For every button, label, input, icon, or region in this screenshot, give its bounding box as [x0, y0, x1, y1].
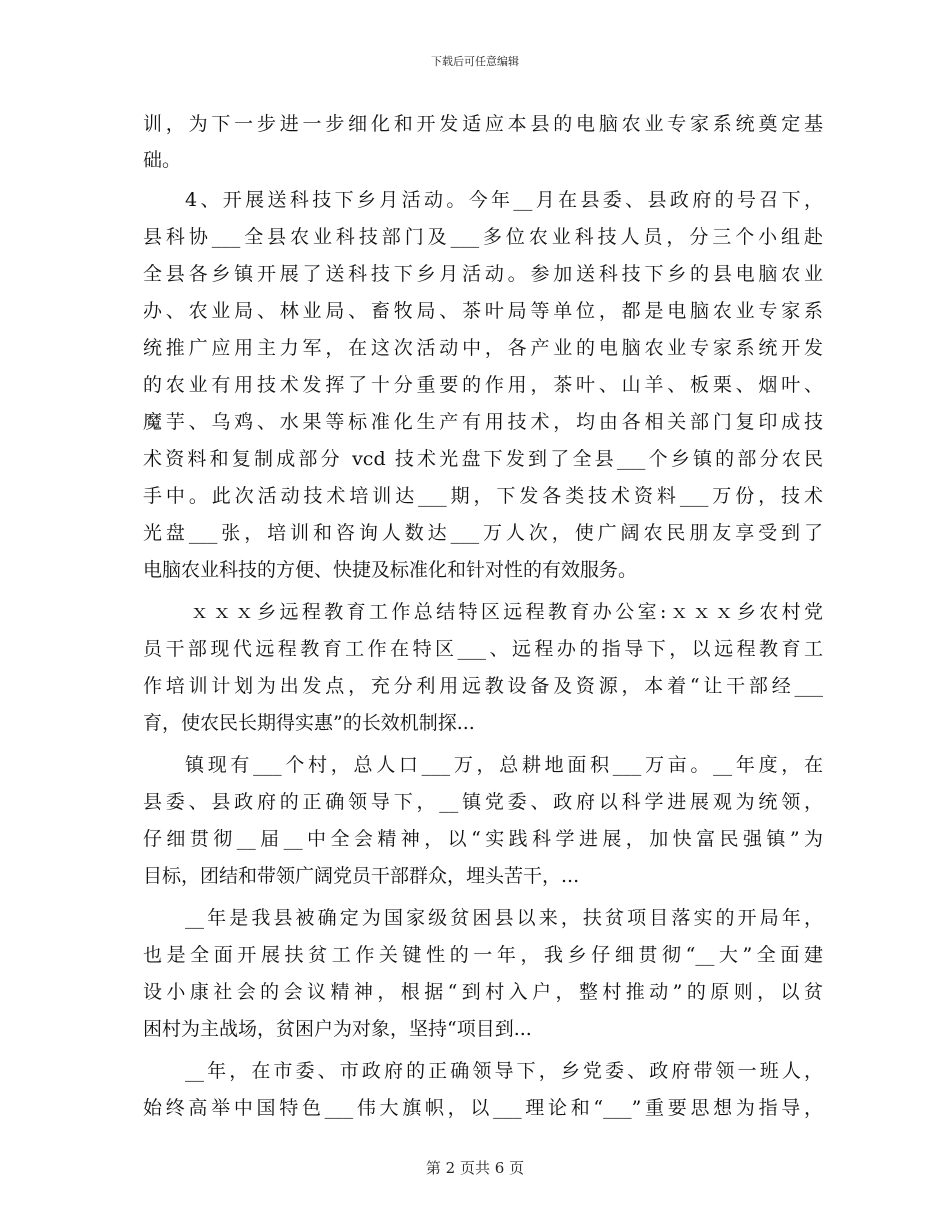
text-line: 4、开展送科技下乡月活动。今年__月在县委、县政府的号召下， [185, 189, 823, 211]
text-line: 县科协___全县农业科技部门及___多位农业科技人员，分三个小组赴 [143, 226, 823, 248]
text-line: 育，使农民长期得实惠”的长效机制探... [143, 712, 475, 734]
text-line: 魔芋、乌鸡、水果等标准化生产有用技术，均由各相关部门复印成技 [143, 411, 823, 433]
text-line: 手中。此次活动技术培训达___期，下发各类技术资料___万份，技术 [143, 485, 823, 507]
text-line: 训，为下一步进一步细化和开发适应本县的电脑农业专家系统奠定基 [143, 113, 823, 135]
page-header: 下载后可任意编辑 [431, 55, 519, 68]
text-line: 县委、县政府的正确领导下，__镇党委、政府以科学进展观为统领， [143, 791, 823, 813]
text-line: 础。 [143, 149, 182, 171]
text-line: 目标，团结和带领广阔党员干部群众，埋头苦干，... [143, 865, 580, 887]
text-line: 的农业有用技术发挥了十分重要的作用，茶叶、山羊、板栗、烟叶、 [143, 374, 823, 396]
text-line: 办、农业局、林业局、畜牧局、茶叶局等单位，都是电脑农业专家系 [143, 300, 823, 322]
text-line: 仔细贯彻__届__中全会精神，以“实践科学进展，加快富民强镇”为 [143, 828, 823, 850]
text-line: __年是我县被确定为国家级贫困县以来，扶贫项目落实的开局年， [185, 907, 823, 929]
text-line: 设小康社会的会议精神，根据“到村入户，整村推动”的原则，以贫 [143, 981, 823, 1003]
text-line: 镇现有___个村，总人口___万，总耕地面积___万亩。__年度，在 [185, 754, 823, 776]
text-line: 也是全面开展扶贫工作关键性的一年，我乡仔细贯彻“__大”全面建 [143, 944, 823, 966]
text-line: __年，在市委、市政府的正确领导下，乡党委、政府带领一班人， [185, 1060, 823, 1082]
text-line: 员干部现代远程教育工作在特区___、远程办的指导下，以远程教育工 [143, 638, 823, 660]
text-line: ｘｘｘ乡远程教育工作总结特区远程教育办公室:ｘｘｘ乡农村党 [190, 601, 823, 623]
text-line: 作培训计划为出发点，充分利用远教设备及资源，本着“让干部经___ [143, 675, 823, 697]
text-line: 电脑农业科技的方便、快捷及标准化和针对性的有效服务。 [143, 559, 638, 581]
text-line: 统推广应用主力军，在这次活动中，各产业的电脑农业专家系统开发 [143, 337, 823, 359]
page-number: 第 2 页共 6 页 [425, 1159, 525, 1177]
text-line: 光盘___张，培训和咨询人数达___万人次，使广阔农民朋友享受到了 [143, 522, 823, 544]
text-line: 全县各乡镇开展了送科技下乡月活动。参加送科技下乡的县电脑农业 [143, 263, 823, 285]
text-line: 困村为主战场，贫困户为对象，坚持“项目到... [143, 1018, 532, 1040]
text-line: 术资料和复制成部分 vcd 技术光盘下发到了全县___个乡镇的部分农民 [143, 448, 823, 470]
text-line: 始终高举中国特色___伟大旗帜，以___理论和“___”重要思想为指导， [143, 1097, 823, 1119]
